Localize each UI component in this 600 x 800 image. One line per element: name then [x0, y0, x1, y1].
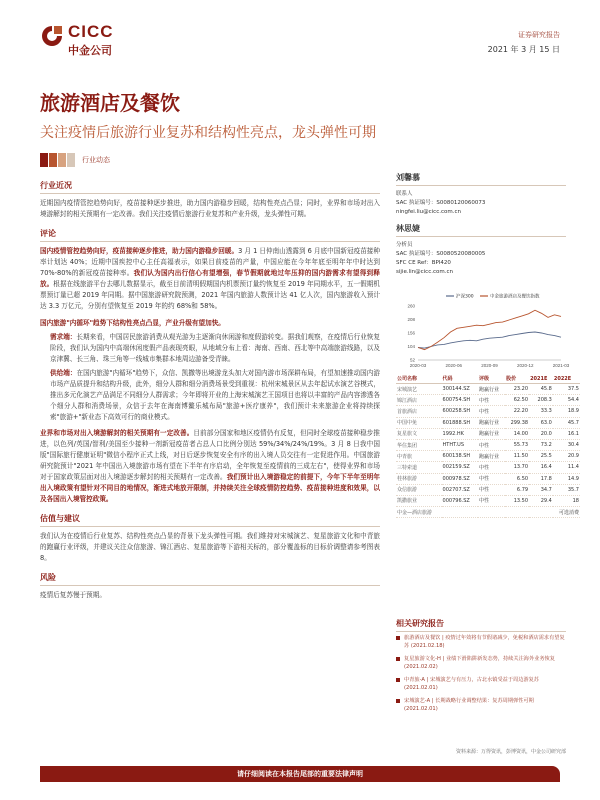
related-reports-list	[396, 634, 566, 718]
table-cell: 三特索道	[396, 462, 442, 473]
table-cell: 45.8	[529, 384, 553, 395]
source-note: 资料来源：万得资讯，彭博资讯，中金公司研究部	[455, 749, 566, 755]
table-cell: 29.4	[529, 495, 553, 506]
table-cell: 002159.SZ	[442, 462, 478, 473]
supply-bullet	[40, 368, 380, 423]
table-header-cell: 2022E	[553, 374, 580, 384]
table-header-cell: 评级	[478, 374, 505, 384]
table-cell: 601888.SH	[442, 417, 478, 428]
table-row	[396, 439, 580, 450]
table-cell: 众信旅游	[396, 484, 442, 495]
table-row	[396, 484, 580, 495]
performance-chart	[396, 288, 570, 373]
bullet-icon	[396, 636, 400, 640]
table-cell: 34.7	[529, 484, 553, 495]
table-cell: 复星旅文	[396, 428, 442, 439]
table-header-cell: 代码	[442, 374, 478, 384]
section-heading-risk: 风险	[40, 572, 380, 586]
table-cell: 跑赢行业	[478, 417, 505, 428]
analyst-panel	[396, 172, 566, 277]
demand-bullet-lead: 需求端：	[50, 333, 77, 341]
y-tick-label: 52	[409, 357, 415, 363]
table-cell: 中性	[478, 406, 505, 417]
table-cell: 16.1	[553, 428, 580, 439]
table-cell: 中性	[478, 495, 505, 506]
analyst-cf-ref: SFC CE Ref：BPI420	[396, 260, 451, 266]
bullet-icon	[396, 699, 400, 703]
table-cell: 208.3	[529, 395, 553, 406]
table-cell	[529, 507, 553, 518]
logo-english: CICC	[68, 22, 114, 41]
table-cell: 600258.SH	[442, 406, 478, 417]
comment-paragraph-3	[40, 428, 380, 505]
analyst-role: 分析员	[396, 242, 413, 248]
related-report-link[interactable]: 中青旅-A | 宋城演艺与有压力，古北水镇受益于周边游复苏 (2021.02.01)	[404, 677, 539, 691]
analyst-license: SAC 执证编号：S0080120060073	[396, 200, 486, 206]
related-report-link[interactable]: 复星旅游文化-H | 业绩下滑陷阱新发态势，持续关注海外业务恢复 (2021.02.02)	[404, 656, 555, 670]
table-cell: 63.0	[529, 417, 553, 428]
table-cell: HTHT.US	[442, 439, 478, 450]
report-header	[0, 0, 600, 70]
table-cell: 35.7	[553, 484, 580, 495]
comment-p1-tail: 根据在线旅游平台去哪儿数据显示，截至目前清明假期国内机票预订量约恢复至 2019 年同期水平，五一假期机票预订量已超 2019 年同期。据中国旅游研究院预测，2021 年国内旅游人数预计达 41 亿人次，国内旅游收入预计达 3.3 万亿元，分别有望恢复至 2019 年的约 68%和 58%。	[40, 280, 380, 310]
table-header-cell: 2021E	[529, 374, 553, 384]
x-tick-label: 2021-03	[552, 363, 570, 368]
demand-bullet	[40, 332, 380, 365]
main-content	[40, 180, 380, 601]
table-cell: 跑赢行业	[478, 428, 505, 439]
supply-bullet-lead: 供给端：	[50, 369, 77, 377]
legal-footer	[40, 766, 560, 782]
report-date: 2021 年 3 月 15 日	[487, 45, 560, 54]
table-cell	[442, 507, 478, 518]
table-cell: 14.00	[505, 428, 529, 439]
cicc-logo-icon	[40, 24, 64, 48]
table-cell: 000978.SZ	[442, 473, 478, 484]
table-cell: 13.50	[505, 495, 529, 506]
valuation-text: 我们认为在疫情后行业复苏、结构性亮点凸显的背景下龙头弹性可期。我们维持对宋城演艺、复星旅游文化和中青旅的跑赢行业评级，并建议关注众信旅游、锦江酒店、复星旅游等下游相关标的，部分覆盖标的目标价调整请参考图表 8。	[40, 532, 380, 562]
table-cell: 002707.SZ	[442, 484, 478, 495]
related-reports-heading: 相关研究报告	[396, 618, 566, 632]
demand-bullet-body: 长期来看，中国居民旅游消费从观光游为主逐渐向休闲游和度假游转变。据我们观察，在疫情后行业恢复阶段，我们认为国内中高端休闲度假产品表现亮眼，从地域分布上看：海南、西南、西北等中高端旅游线路，以及京津冀、长三角、珠三角等一线城市集群本地周边游备受青睐。	[50, 333, 381, 363]
table-cell: 中金—酒店旅游	[396, 507, 442, 518]
y-tick-label: 156	[407, 330, 415, 336]
table-row	[396, 406, 580, 417]
table-header-cell: 公司名称	[396, 374, 442, 384]
table-cell: 54.4	[553, 395, 580, 406]
x-tick-label: 2020-03	[409, 363, 427, 368]
series-line-2	[418, 310, 561, 349]
related-report-link[interactable]: 旅游酒店及餐饮 | 疫情过年效将有节假诸减少，免税和酒店需求有望复苏 (2021.02.18)	[404, 635, 565, 649]
table-row	[396, 495, 580, 506]
table-cell: 可选消费	[553, 507, 580, 518]
comment-paragraph-2	[40, 318, 380, 329]
section-heading-comment: 评论	[40, 228, 380, 242]
analyst-license: SAC 执证编号：S0080520080005	[396, 251, 486, 257]
analyst-email[interactable]: sijie.lin@cicc.com.cn	[396, 269, 453, 275]
table-row	[396, 507, 580, 518]
tag-block	[67, 153, 75, 167]
table-cell: 中青旅	[396, 451, 442, 462]
table-row	[396, 473, 580, 484]
tag-label: 行业动态	[82, 156, 110, 164]
report-tag	[40, 153, 110, 167]
table-cell: 30.4	[553, 439, 580, 450]
cicc-logo	[40, 20, 120, 64]
x-tick-label: 2020-12	[516, 363, 534, 368]
comment-p3-tail: 我们预计出入境游稳定的前提下，今年下半年至明年出入境政策有望针对不同目的地情况，渐进式地放开限制，并持续关注全球疫情防控趋势、疫苗接种进度和效果，以及各国出入境管控政策。	[40, 473, 381, 503]
table-cell: 33.3	[529, 406, 553, 417]
overview-text: 近期国内疫情管控趋势向好，疫苗接种逐步推进，助力国内游稳步回暖，结构性亮点凸显；同时，业界和市场对出入境游解封的相关预期有一定改善。我们关注疫情后旅游行业复苏和产业升级，龙头弹性可期。	[40, 199, 380, 218]
legend-label: 沪深300	[456, 294, 474, 300]
bullet-icon	[396, 678, 400, 682]
x-tick-label: 2020-09	[481, 363, 498, 368]
table-cell: 18.9	[553, 406, 580, 417]
related-report-item[interactable]	[396, 634, 566, 650]
comment-p3-body: 目前部分国家和地区疫情仍有反复，但同时全球疫苗接种稳步推进，以色列/英国/智利/美国至少接种一剂新冠疫苗者占总人口比例分别达 59%/34%/24%/19%。3 月 8 日我中国版"国际旅行健康证明"微信小程序正式上线，对日后逐步恢复安全有序的出入境人员交往有一定促进作用。中国旅游研究院预计"2021 年中国出入境旅游市场有望在下半年有序启动，全年恢复至疫情前的三成左右"，使得业界和市场对于国家政策层面对出入境游逐步解封的相关预期有一定改善。	[40, 429, 381, 481]
table-cell: 18	[553, 495, 580, 506]
comment-p2-lead: 国内旅游"内循环"趋势下结构性亮点凸显，产业升级有望加快。	[40, 319, 225, 327]
table-cell: 凯撒旅业	[396, 495, 442, 506]
comment-p3-lead: 业界和市场对出入境游解封的相关预期有一定改善。	[40, 429, 194, 437]
series-line-1	[418, 332, 561, 348]
footer-text: 请仔细阅读在本报告尾部的重要法律声明	[237, 770, 363, 778]
table-cell: 中性	[478, 473, 505, 484]
comment-paragraph-1	[40, 246, 380, 312]
table-header-cell: 股价	[505, 374, 529, 384]
related-report-item[interactable]	[396, 697, 566, 713]
table-cell: 73.2	[529, 439, 553, 450]
comment-p1-lead-2: 我们认为国内出行信心有望增强，春节假期就地过年压抑的国内游需求有望得到释放。	[40, 269, 380, 288]
table-cell: 锦江酒店	[396, 395, 442, 406]
table-cell: 1992.HK	[442, 428, 478, 439]
table-cell: 20.9	[553, 451, 580, 462]
table-cell: 14.9	[553, 473, 580, 484]
legend-label: 中金旅游酒店及餐饮指数	[490, 294, 540, 300]
related-report-item[interactable]	[396, 655, 566, 671]
table-cell: 62.50	[505, 395, 529, 406]
report-type: 证券研究报告	[518, 31, 560, 39]
table-cell	[478, 507, 505, 518]
table-cell: 37.5	[553, 384, 580, 395]
table-body	[396, 384, 580, 518]
table-cell: 中性	[478, 439, 505, 450]
table-cell: 299.38	[505, 417, 529, 428]
sector-title: 旅游酒店及餐饮	[40, 91, 180, 115]
analyst-role: 联系人	[396, 191, 413, 197]
table-cell: 20.0	[529, 428, 553, 439]
table-cell: 16.4	[529, 462, 553, 473]
table-cell: 45.7	[553, 417, 580, 428]
table-cell: 中性	[478, 484, 505, 495]
main-title: 关注疫情后旅游行业复苏和结构性亮点，龙头弹性可期	[40, 125, 376, 141]
table-cell: 跑赢行业	[478, 384, 505, 395]
table-cell: 600138.SH	[442, 451, 478, 462]
supply-bullet-body: 在国内旅游"内循环"趋势下，众信、凯撒等出境游龙头加大对国内游市场深耕布局，有望加速推动国内游市场产品质提升和结构升级，此外，细分人群和细分消费场景受到重视：杭州宋城景区从去年起试水演艺谷模式，推出多元化演艺产品满足不同细分人群需求；今年即将开业的上海宋城演艺王国项目也将以丰富的产品内容渗透各个细分人群和消费场景，众信于去年在海南博鳌乐城布局"旅游+医疗康养"，我们预计未来旅游企业将持续探索"旅游+"新业态下高效可行的商业模式。	[50, 369, 380, 421]
y-tick-label: 208	[407, 317, 415, 322]
logo-chinese: 中金公司	[68, 44, 112, 57]
bullet-icon	[396, 657, 400, 661]
tag-block	[40, 153, 48, 167]
table-cell: 宋城演艺	[396, 384, 442, 395]
table-cell: 中性	[478, 395, 505, 406]
table-cell: 首旅酒店	[396, 406, 442, 417]
table-cell: 6.79	[505, 484, 529, 495]
table-cell: 300144.SZ	[442, 384, 478, 395]
table-row	[396, 395, 580, 406]
table-cell: 6.50	[505, 473, 529, 484]
table-cell	[505, 507, 529, 518]
table-row	[396, 384, 580, 395]
table-cell: 600754.SH	[442, 395, 478, 406]
table-row	[396, 462, 580, 473]
analyst-name: 刘馨慕	[396, 172, 566, 186]
table-cell: 000796.SZ	[442, 495, 478, 506]
valuation-table	[396, 374, 580, 518]
comment-p1-body: 3 月 1 日仲南山透露到 6 月底中国新冠疫苗接种率计划达 40%；近期中国疾控中心主任高福表示，如果目前疫苗的产量，中国应能在今年年底至明年年中时达到 70%-80%的新冠疫苗接种率。	[40, 247, 380, 277]
table-row	[396, 451, 580, 462]
tag-block	[58, 153, 66, 167]
analyst-name: 林思婕	[396, 223, 566, 237]
table-cell: 25.5	[529, 451, 553, 462]
comment-p1-lead: 国内疫情管控趋势向好，疫苗接种逐步推进，助力国内游稳步回暖。	[40, 247, 239, 255]
analyst-email[interactable]: ningfei.liu@cicc.com.cn	[396, 209, 461, 215]
related-report-item[interactable]	[396, 676, 566, 692]
table-cell: 中性	[478, 462, 505, 473]
table-cell: 跑赢行业	[478, 451, 505, 462]
table-cell: 桂林旅游	[396, 473, 442, 484]
y-tick-label: 104	[407, 344, 415, 349]
table-cell: 11.4	[553, 462, 580, 473]
table-cell: 华住集团	[396, 439, 442, 450]
table-cell: 13.70	[505, 462, 529, 473]
section-heading-valuation: 估值与建议	[40, 513, 380, 527]
risk-text: 疫情后复苏慢于预期。	[40, 591, 106, 599]
y-tick-label: 260	[407, 303, 415, 309]
tag-block	[49, 153, 57, 167]
x-tick-label: 2020-06	[445, 363, 463, 368]
table-cell: 中国中免	[396, 417, 442, 428]
table-row	[396, 417, 580, 428]
table-cell: 17.8	[529, 473, 553, 484]
table-cell: 55.73	[505, 439, 529, 450]
table-row	[396, 428, 580, 439]
table-header-row	[396, 374, 580, 384]
table-cell: 22.20	[505, 406, 529, 417]
table-cell: 11.50	[505, 451, 529, 462]
section-heading-overview: 行业近况	[40, 180, 380, 194]
related-report-link[interactable]: 宋城演艺-A | 长期战略行业调整结果：复苏周期弹性可期 (2021.02.01)	[404, 698, 534, 712]
table-cell: 23.20	[505, 384, 529, 395]
